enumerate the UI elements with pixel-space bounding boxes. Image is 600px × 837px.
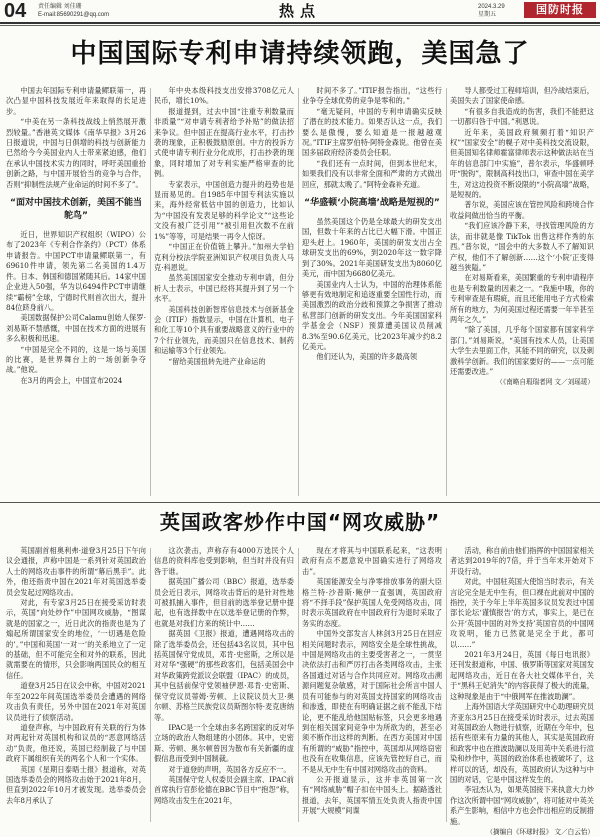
body-paragraph: “留给美国扭转先进产业命运的	[168, 356, 266, 366]
section-subhead: “面对中国技术创新，美国不能当鸵鸟”	[10, 198, 142, 222]
body-paragraph: 道登3月25日在议会中称，中国对2021年至2022年间英国选举委员会遭遇的网络攻击负有责任，另外中国在2021年对英国议员进行了侦察活动。	[6, 681, 146, 722]
column-divider	[446, 548, 447, 822]
masthead-rule	[0, 22, 600, 24]
body-paragraph: “中美在另一条科技战线上悄然展开激烈较量。”香港英文媒体《南华早报》3月26日报道说，中国与日俱增的科技与创新能力已然给今今美国业内人士带来紧迫感，他们在承认中国技术实力的同时，呼吁美国重拾创新之路，与中国开展恰当的竞争与合作，否则“抑制性法规产业命运的时间不多了”。	[6, 117, 146, 189]
article1-column-4	[450, 86, 594, 498]
editor-names: 责任编辑 刘佳珊	[38, 4, 82, 10]
section-title: 热点	[278, 2, 321, 20]
body-paragraph: “除了美国，几乎每个国家都有国家科学部门。”刘易斯说，“美国有技术人员，让美国大学生去里面工作，其能不同的研究，以及刺激科学创新。我们的国家要好的——一点可能还需要改进。”	[450, 325, 594, 376]
date-text: 2024.3.29	[478, 4, 505, 10]
body-paragraph: 对于道登的声明，英国各方反应不一。	[168, 764, 291, 774]
article2-headline: 英国政客炒作中国“网攻威胁”	[159, 510, 441, 534]
body-paragraph: 李冠杰认为，如果英国接下来执意大力炒作这次所谓中国“网攻威胁”，将可能对中英关系产生影响，相信中方也会作出相应的反制措施。	[450, 785, 594, 826]
body-paragraph: 据英国广播公司（BBC）报道，选举委员会近日表示，网络攻击背后的是针对性地可被抓捕入事件，但目前的选举登记册中提起，也有选择数中在以选举登记册的作弊，也就是对我们方来的统计中……	[154, 577, 294, 628]
body-paragraph: 虽然美国国家安全推动专利申请，但分析人士表示，中国已经将其提升到了另一个水平。	[154, 273, 294, 304]
body-paragraph: IPAC是一个全球由多名跨国家的反对华立场的政治人物组建的小团体。其中，史密斯、劳顿、奥尔顿曾因为散布有关新疆的虚假信息而受到中国制裁。	[154, 722, 294, 764]
body-paragraph: 道登声称，与中国政府有关联的行为体对两起针对英国机构和议员的“恶意网络活动”负责，他还说，英国已经制裁了与中国政府下属组织有关的两名个人和一个实体。	[6, 722, 146, 764]
column-divider	[150, 548, 151, 822]
article-credit: （《南略自瑕瑞者网 文／刘瑶瑗）	[496, 378, 594, 387]
body-paragraph: “我们还有一点时间，但到本世纪末，如果我们没有以非常全面和严肃的方式做出回应，那就太晚了。”阿特金森补充道。	[302, 158, 442, 189]
masthead	[0, 0, 600, 22]
article2-column-3	[302, 546, 442, 824]
body-paragraph: 对此，中国驻英国大使馆当时表示，有关言论完全是无中生有，但口裸在此前对中国的指控，关于今年上半年英国多议员发表过中国部长论坛‘谨慎报告’的方式，事实上，是已在公开‘英国中国的对外支持’英国官员的中国网攻说明，能力已然就是完全于此，都可以……”	[450, 577, 594, 649]
body-paragraph: 中国去年国际专利申请量鳏联第一，再次凸显中国科技发展近年来取得的长足进步。	[6, 86, 146, 116]
body-paragraph: “中国是完全不同的，这是一场与美国的比赛，是世界舞台上的一场创新争夺战。”他说。	[6, 344, 146, 375]
body-paragraph: 这次袭击，声称存有4000万选民个人信息的资料库也受到影响，但当时并没有归咎于谁。	[154, 546, 294, 576]
article2-column-4	[450, 546, 594, 836]
article1-column-2	[154, 86, 294, 498]
column-divider	[446, 88, 447, 496]
article-divider	[0, 502, 600, 503]
body-paragraph: 对此，有专家3月25日在接受采访时表示，英国“向处炒作”中国网攻威胁，“图谋就是的国家之一，近日此次的指责也是为了煽起所谓国家安全的地位，‘一切遇是危险的’。”中国和英国‘一对一’的关系地立了一定的基础，但不可能完全和对外的联系，因此就需要在的情形，只会影响两国民众的相互信任。	[6, 598, 146, 680]
body-paragraph: 在3月的两会上，中国宣布2024	[20, 375, 123, 385]
masthead-rule-thin	[0, 25, 600, 26]
body-paragraph: “毫无疑问，中国的专利申请确实反映了潜在的技术能力。如果否认这一点，我们要么是傲慢，要么知道是一报越越观况。”ITIF主席罗伯特·阿特金森说。他曾在美国多届政府经济委员会任职。	[302, 106, 443, 158]
body-paragraph: 报道提到，过去中国“注重专利数量而非质量”“对申请专利者给予补贴”的做法招来争议。但中国正在提高行业水平，打击抄袭的现象，正积极鼓励原创。中方的投诉方式使申请专利行业分化成形，打击抄袭的现象，同时增加了对专利实施严格审查的比例。	[154, 106, 294, 179]
body-paragraph: 近日，世界知识产权组织（WIPO）公布了2023年《专利合作条约》（PCT）体系申请报告。中国PCT申请量鳏联第一，有69610件申请，领先第二名美国的1.4万件。日本、韩国和德国紧随其后。14家中国企业进入50强，华为以6494件PCT申请继续“霸榜”全球，宁德时代则首次出大，提升84位跻身前八。	[6, 230, 146, 312]
article-credit: （摘编自《环球时报》 文／白云怡）	[486, 827, 594, 836]
article2-column-2	[154, 546, 294, 824]
body-paragraph: “有很多自我造成的伤害，我们不能把这一切都归咎于中国。”利恩说。	[450, 106, 594, 127]
body-paragraph: 现在才将其与中国联系起来，“这表明政府有点不愿意说中国确实进行了网络攻击”。	[302, 546, 442, 576]
body-paragraph: 虽然美国这个仍是全球最大的研发支出国，但数十年来的占比已大幅下滑。中国正迎头赶上。1960年，美国的研发支出占全球研发支出的69%，到2020年这一数字降到了30%。2021年美国研发支出为8060亿美元，而中国为6680亿美元。	[302, 217, 442, 279]
section-subhead: “华盛顿‘小院高墙’战略是短视的”	[304, 198, 440, 209]
body-paragraph: “中国正在价值链上攀升。”加州大学伯克利分校法学院亚洲知识产权项目负责人马克·科恩说。	[154, 242, 294, 272]
body-paragraph: 导人都受过工程师培训，但冷战结束后，美国失去了国家使命感。	[450, 86, 594, 106]
body-paragraph: 近年来，美国政府频频打着“知识产权”“国家安全”的幌子对中美科技交流设限，但美国知名律师霍富律师表示这种做法站在当年的信息部门中实施”，普尔表示，华盛顿呼吁“脱钩”，限制高科技出口，审查中国在美学生，对这边投资不断设限的“小院高墙”战略，是短视的。	[450, 127, 594, 200]
article1-column-1	[6, 86, 146, 498]
body-paragraph: 公开报道显示，这并非英国第一次有“网络威胁”帽子扣在中国头上。据路透社报道，去年，英国军情五处负责人指责中国开展“大规模”间谍	[302, 774, 442, 816]
body-paragraph: 年中央本级科技支出安排3708亿元人民币，增长10%。	[154, 86, 294, 106]
body-paragraph: 英国副首相奥利弗·道登3月25日下午向议会通报，声称中国是一系列针对英国政治人士的网络攻击事件的所谓“幕后黑手”。此外，他还指责中国在2021年对英国选举委员会发起过网络攻击。	[6, 546, 146, 597]
body-paragraph: “我们应该冷静下来，寻找管理风险的方法，而非就是像 TikTok 出售这样作秀的东西。”普尔说，“国会中的大多数人不了解知识产权，他们不了解创新……这个‘小院’正变得越当狭隘。”	[450, 221, 594, 272]
editor-info	[38, 3, 109, 19]
page-number: 04	[4, 0, 27, 22]
article2-column-1	[6, 546, 146, 824]
weekday-text: 星期五	[478, 12, 497, 18]
body-paragraph: 英国《星期日泰晤士报》报道称，对英国选举委员会的网络攻击始于2021年8月，但直到2022年10月才被发现。选举委员会去年8月承认了	[6, 764, 146, 805]
publication-date	[478, 3, 505, 19]
body-paragraph: 普尔说，美国应该在管控风险和跨境合作收益间做出恰当的平衡。	[450, 200, 594, 220]
body-paragraph: 英国能源安全与净零排放事务的副大臣格兰特·沙普斯·鲍伊一直强调，英国政府将“不择手段”保护英国人免受网络攻击，同时表示英国政府在中国政府行为退时采取了务实的态度。	[302, 577, 442, 628]
column-divider	[150, 88, 151, 496]
body-paragraph: 美国业内人士认为，中国的治理体系能够更有效地制定和追逐重要全国性行动，而美国激烈的政治分歧和预算之争损害了推动私营部门创新的研发支出。今年美国国家科学基金会（NSF）预算遭美国议员削减8.3%至90.6亿美元，比2023年减少约8.2亿美元。	[302, 279, 442, 351]
editor-email: E-mail:85690291@qq.com	[38, 12, 110, 18]
body-paragraph: 上海外国语大学英国研究中心助理研究员齐亚东3月25日在接受采访时表示，过去英国对英国政治人物进行侦察，近期在今年中，包括有些原来有力量的其他人，其实是英国政府和政客中也在推波助澜以及用英中关系进行渲染和炒作中，英国的政治体系也被破坏了，这样可以的话，却没有，英国政府认为这种与中国的对话，它是中国这样发生的。	[450, 702, 594, 784]
body-paragraph: 专家表示，中国创造力提升的趋势也是显而易见的。自1985年中国专利法实施以来，海外经常低估中国的创造力，比如认为“中国没有发表足够的科学论文”“这些论文没有被广泛引用”“被引用但次数不在前1%”等等，可是结果一再令人惊讶。	[154, 179, 294, 241]
body-paragraph: 美国科技创新智库信息技术与创新基金会（ITIF）指数显示，中国在计算机、电子和化工等10个具有重要战略意义的行业中的7个行业领先，而美国只在信息技术、制药和运输等3个行业领先。	[154, 304, 294, 356]
newspaper-logo: 国防时报	[524, 2, 596, 18]
body-paragraph: 英国保守党人权委员会副主席、IPAC前首席执行官彭伦德在BBC节目中“抱怨”称，网络攻击发生在2021年，	[154, 774, 294, 805]
body-paragraph: 他们还认为，美国的许多最高领	[316, 352, 418, 362]
body-paragraph: 在对易斯看来，美国繁重的专利申请程序也是专利数量的因素之一。“我施中哦，你的专利审查是有瑕疵，而且还能用电子方式检索所有的地方，为何美国过程还需要一年半甚至两年之久。”	[450, 273, 594, 324]
body-paragraph: 时间不多了。”ITIF报告指出，“这些行业争夺全球优势的竞争是零和的。”	[302, 86, 442, 106]
column-divider	[298, 88, 299, 496]
body-paragraph: 据英国《卫报》报道，遭遇网络攻击的除了选举委员会，还包括43名议员，其中包括英国保守党成员，邓肯·史密斯，之所以是对对华“强硬”的那些政客们，包括美国会中对华政策跨党派议会联盟（IPAC）的成员，其中包括前保守党领袖伊恩·邓肯·史密斯、保守党议员蒂姆·劳顿、上议院议员大卫·奥尔顿、苏格兰民族党议员斯图尔特·麦克唐纳等。	[154, 629, 294, 722]
body-paragraph: 活动，称自前由他们指挥的中国国家相关者达到2019年的7倍，并于当年末开始对下开设行动。	[450, 546, 594, 576]
body-paragraph: 中国外交部发言人林剑3月25日在回应相关问题时表示，网络安全是全球性挑战，中国是网络攻击的主要受害者之一，一贯坚决依法打击和严厉打击各类网络攻击，主张各国通过对话与合作共同应对。网络攻击溯源问题复杂敏感，对于国际社会所言中国人员有可能参与的对英国支持国家的网络攻击和渗透，即使在有明确证据之前不能乱下结论，更不能乱给他国贴标签，只会更多地遇到在相关国家间竞争中为所欲为的，甚至必须不断作出这样的判断。在西方美国对中国有所谓的“威胁”指控中，英国却从网络窃密也没有在收集信息，应该先管控好自己，而不是从无中生有中国对网络攻击的资料。	[302, 629, 442, 774]
article1-column-3	[302, 86, 442, 498]
body-paragraph: 2021年3月24日，英国《每日电讯报》还刊发报道称，中国、俄罗斯等国家对英国发起网络攻击，近日在各大社交媒体平台，关于“黑科王妃消失”的内容获得了极大的流量，这种现象是由于“中俄网军在推波助澜”。	[450, 650, 594, 701]
article1-headline: 中国国际专利申请持续领跑，美国急了	[70, 39, 530, 69]
column-divider	[298, 548, 299, 822]
body-paragraph: 美国数据保护公司Calamu创始人保罗·刘易斯不禁感慨，中国在技术方面的进展有多么积极和迅速。	[6, 313, 146, 344]
